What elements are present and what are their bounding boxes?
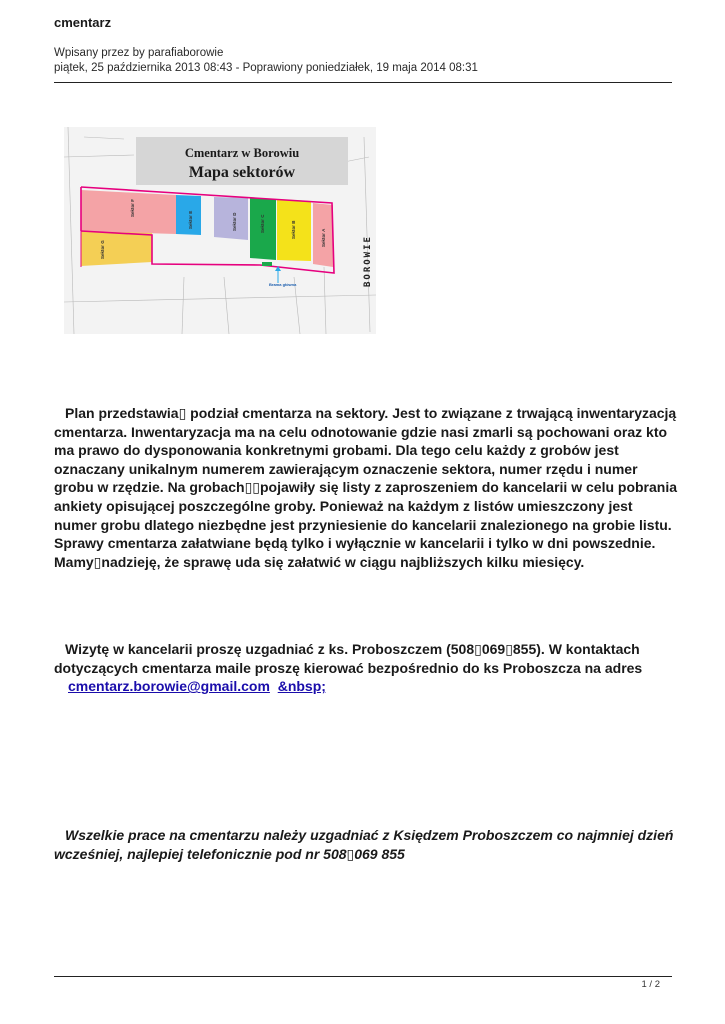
sector-d-label: Sektor D bbox=[232, 212, 237, 231]
paragraph-office-visit bbox=[54, 640, 679, 696]
paragraph-office-visit-text: Wizytę w kancelarii proszę uzgadniać z ks. Proboszczem (508▯069▯855). W kontaktach dotyczących cmentarza maile proszę kierować bezpośrednio do ks Proboszcza na adres bbox=[54, 641, 643, 676]
email-link[interactable]: cmentarz.borowie@gmail.com bbox=[68, 678, 270, 695]
page-number: 1 / 2 bbox=[641, 979, 660, 990]
sector-f-label: Sektor F bbox=[130, 198, 135, 217]
paragraph-sector-plan-text: Plan przedstawia▯ podział cmentarza na sektory. Jest to związane z trwającą inwentaryzacją cmentarza. Inwentaryzacja ma na celu odnotowanie gdzie nasi zmarli są pochowani oraz kto ma prawo do dysponowania konkretnymi grobami. Dla tego celu każdy z grobów jest oznaczany unikalnym numerem zawierającym oznaczenie sektora, numer rzędu i numer grobu w rzędzie. Na grobach▯▯pojawiły się listy z zaproszeniem do kancelarii w celu pobrania ankiety opisującej poszczególne groby. Ponieważ na każdym z listów umieszczony jest numer grobu dlatego niezbędne jest przyniesienie do kancelarii znalezionego na grobie listu. Sprawy cmentarza załatwiane będą tylko i wyłącznie w kancelarii i tylko w dni powszednie. Mamy▯nadzieję, że sprawę uda się załatwić w ciągu najbliższych kilku miesięcy. bbox=[54, 405, 678, 570]
sector-c-label: Sektor C bbox=[260, 214, 265, 233]
footer-divider bbox=[54, 976, 672, 977]
sector-e-label: Sektor E bbox=[188, 210, 193, 229]
sector-f-area bbox=[81, 190, 176, 234]
map-title-line1: Cmentarz w Borowiu bbox=[184, 146, 300, 160]
article-meta bbox=[54, 46, 478, 76]
author-line: Wpisany przez by parafiaborowie bbox=[54, 47, 224, 59]
header-divider bbox=[54, 82, 672, 83]
nbsp-link[interactable]: &nbsp; bbox=[277, 678, 326, 695]
sector-d-area bbox=[214, 197, 248, 240]
sector-b-label: Sektor B bbox=[291, 220, 296, 239]
paragraph-works-notice bbox=[54, 826, 679, 863]
sector-g-label: Sektor G bbox=[100, 240, 105, 259]
date-line: piątek, 25 października 2013 08:43 - Poprawiony poniedziałek, 19 maja 2014 08:31 bbox=[54, 62, 478, 74]
sector-a-label: Sektor A bbox=[321, 228, 326, 247]
gate-label: Brama główna bbox=[269, 282, 297, 287]
map-title-line2: Mapa sektorów bbox=[188, 164, 296, 181]
paragraph-sector-plan bbox=[54, 404, 679, 571]
page-title: cmentarz bbox=[54, 15, 112, 30]
street-label: BOROWIE bbox=[363, 235, 373, 287]
paragraph-works-notice-text: Wszelkie prace na cmentarzu należy uzgadniać z Księdzem Proboszczem co najmniej dzień wcześniej, najlepiej telefonicznie pod nr 508▯069 855 bbox=[54, 827, 674, 862]
sector-g-area bbox=[81, 231, 152, 266]
contact-links bbox=[54, 677, 679, 696]
cemetery-sector-map bbox=[64, 127, 376, 334]
